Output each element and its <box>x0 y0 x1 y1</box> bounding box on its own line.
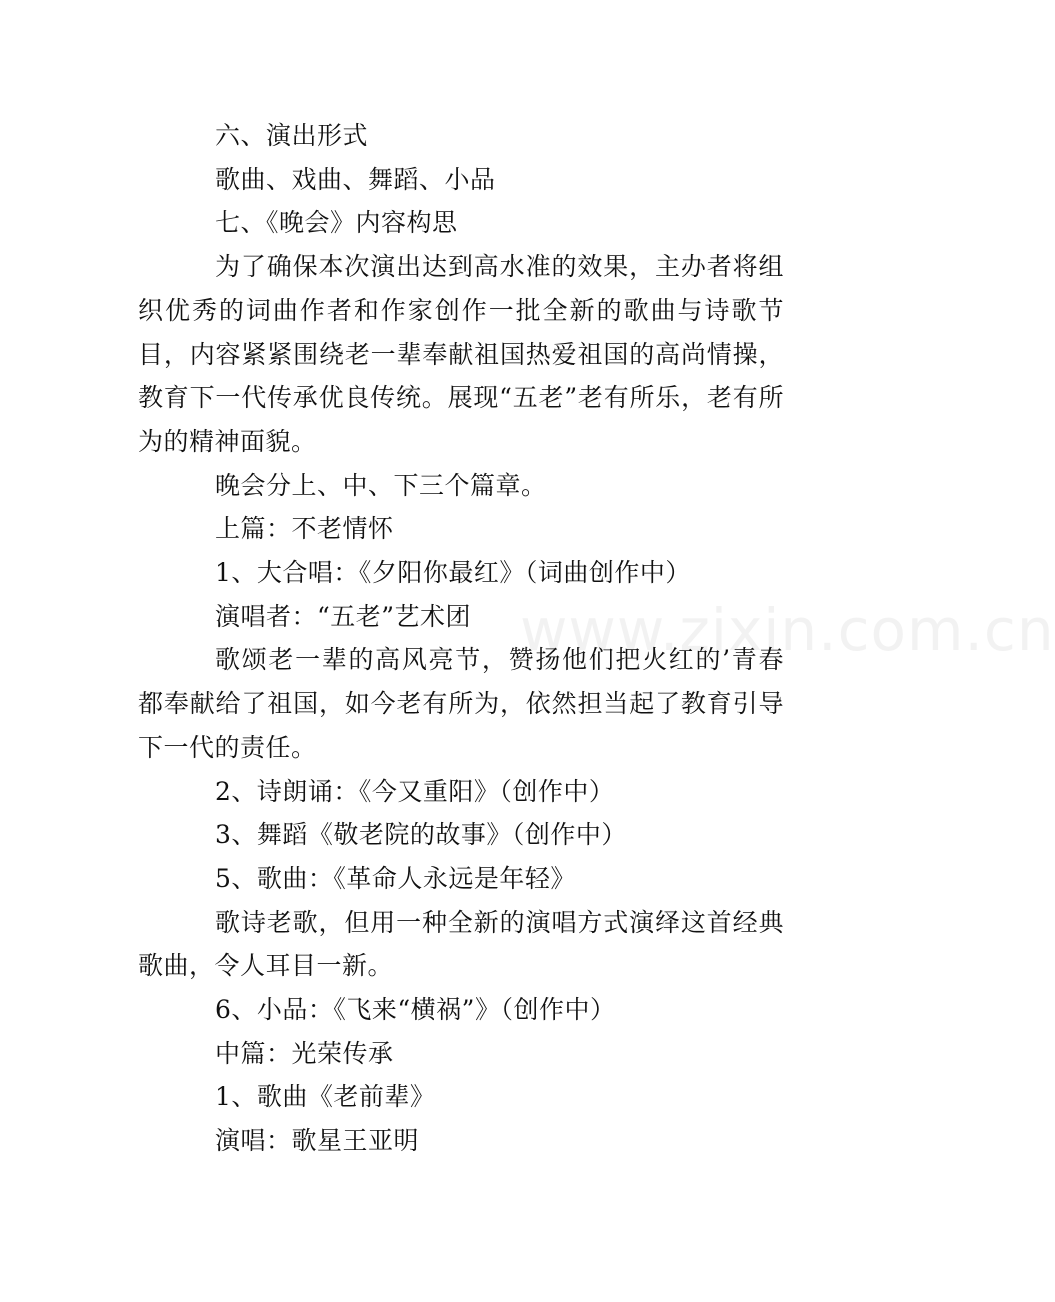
section-heading-content-concept: 七、《晚会》内容构思 <box>215 208 458 238</box>
program-item: 5、歌曲：《革命人永远是年轻》 <box>215 863 576 893</box>
program-item: 6、小品：《飞来“横祸”》（创作中） <box>215 995 616 1025</box>
chapter-heading-first: 上篇：不老情怀 <box>215 514 394 544</box>
performer-line: 演唱者：“五老”艺术团 <box>215 601 472 631</box>
document-body <box>138 114 784 1163</box>
program-description: 歌颂老一辈的高风亮节，赞扬他们把火红的’青春都奉献给了祖国，如今老有所为，依然担当起了教育引导下一代的责任。 <box>138 645 784 762</box>
watermark: www.zixin.com.cn <box>520 596 1055 664</box>
performer-line: 演唱：歌星王亚明 <box>215 1126 420 1156</box>
program-item: 2、诗朗诵：《今又重阳》（创作中） <box>215 776 615 806</box>
section-heading-performance-form: 六、演出形式 <box>215 121 369 150</box>
chapters-intro: 晚会分上、中、下三个篇章。 <box>215 470 547 500</box>
program-item: 1、大合唱：《夕阳你最红》（词曲创作中） <box>215 558 691 588</box>
concept-paragraph: 为了确保本次演出达到高水准的效果，主办者将组织优秀的词曲作者和作家创作一批全新的歌曲与诗歌节目，内容紧紧围绕老一辈奉献祖国热爱祖国的高尚情操，教育下一代传承优良传统。展现“五老”老有所乐，老有所为的精神面貌。 <box>138 252 784 456</box>
performance-forms-list: 歌曲、戏曲、舞蹈、小品 <box>215 164 496 194</box>
chapter-heading-middle: 中篇：光荣传承 <box>215 1038 394 1068</box>
program-description: 歌诗老歌，但用一种全新的演唱方式演绎这首经典歌曲，令人耳目一新。 <box>138 907 784 981</box>
program-item: 1、歌曲《老前辈》 <box>215 1082 436 1112</box>
program-item: 3、舞蹈《敬老院的故事》（创作中） <box>215 820 627 850</box>
